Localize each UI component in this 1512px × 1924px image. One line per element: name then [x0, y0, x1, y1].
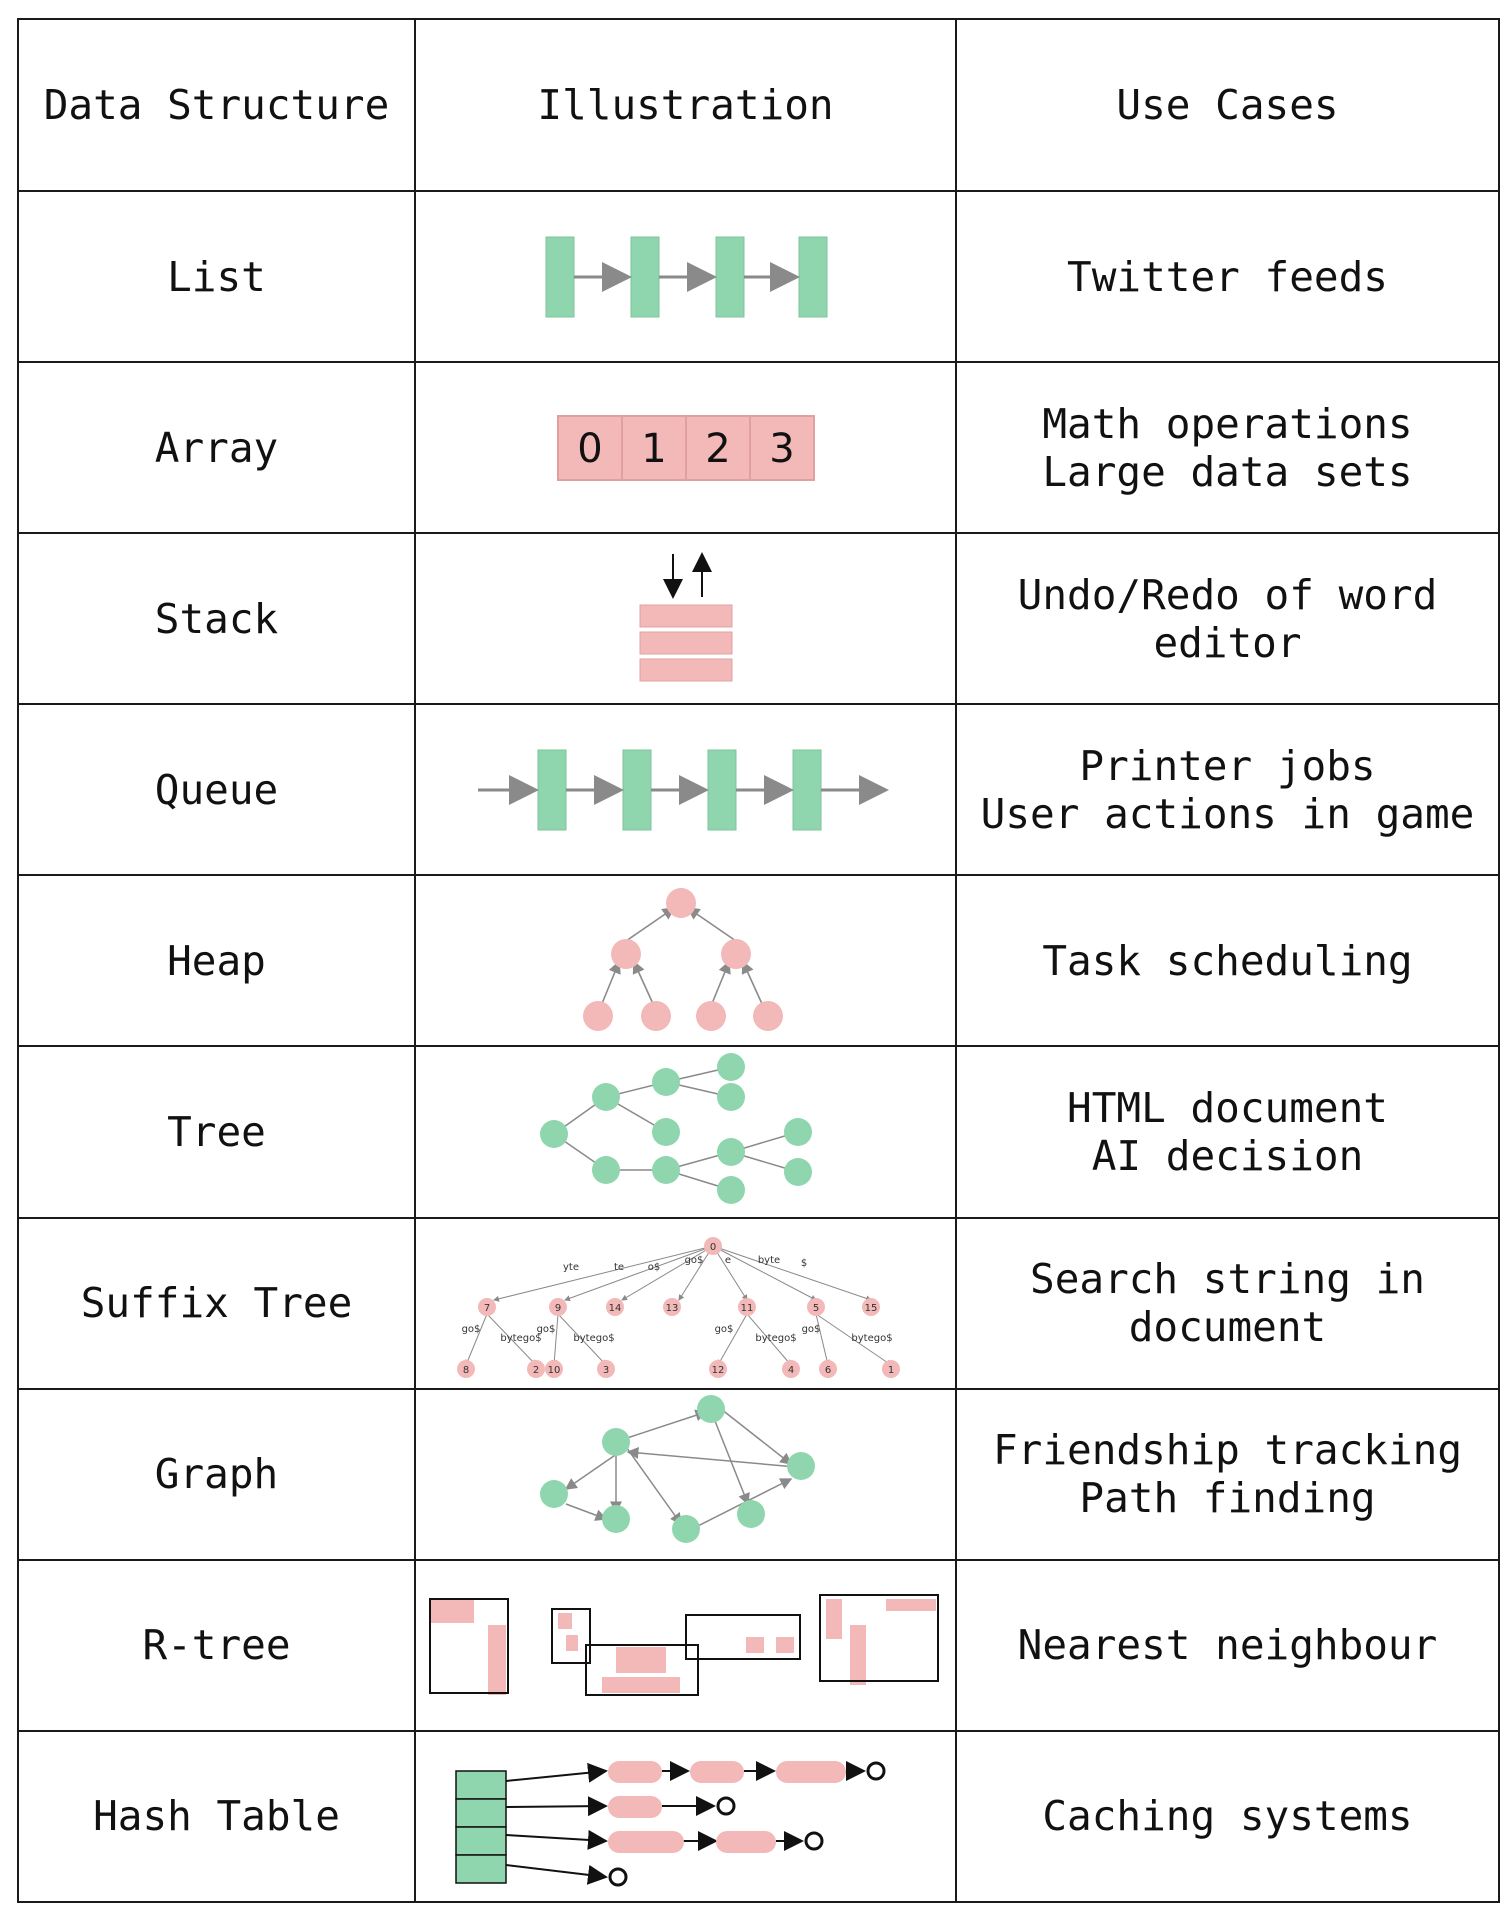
heap-diagram	[576, 886, 796, 1036]
svg-text:9: 9	[554, 1303, 561, 1315]
queue-diagram	[476, 740, 896, 840]
structure-name: Tree	[18, 1046, 415, 1217]
svg-text:te: te	[613, 1262, 624, 1274]
table-row-graph	[18, 1389, 1499, 1560]
svg-text:$: $	[800, 1258, 807, 1270]
svg-text:7: 7	[483, 1303, 490, 1315]
graph-diagram	[536, 1394, 836, 1554]
svg-text:4: 4	[787, 1365, 794, 1377]
svg-text:10: 10	[547, 1365, 560, 1377]
array-cell-3: 3	[768, 425, 795, 472]
svg-text:o$: o$	[647, 1262, 660, 1274]
svg-text:go$: go$	[461, 1324, 480, 1336]
svg-text:yte: yte	[562, 1262, 579, 1274]
table-row-queue	[18, 704, 1499, 875]
svg-text:bytego$: bytego$	[754, 1333, 797, 1345]
illustration-graph	[415, 1389, 956, 1560]
svg-text:go$: go$	[801, 1324, 820, 1336]
illustration-list	[415, 191, 956, 362]
use-cases-graph: Friendship tracking Path finding	[956, 1389, 1499, 1560]
svg-text:e: e	[724, 1255, 731, 1267]
illustration-tree	[415, 1046, 956, 1217]
table-row-list	[18, 191, 1499, 362]
header-illustration: Illustration	[415, 19, 956, 191]
svg-text:2: 2	[532, 1365, 539, 1377]
structure-name: Array	[18, 362, 415, 533]
data-structures-table	[17, 18, 1500, 1903]
table-header-row	[18, 19, 1499, 191]
svg-text:bytego$: bytego$	[572, 1333, 615, 1345]
svg-text:15: 15	[864, 1303, 877, 1315]
tree-diagram	[536, 1052, 836, 1212]
svg-text:12: 12	[711, 1365, 724, 1377]
use-cases-r-tree: Nearest neighbour	[956, 1560, 1499, 1731]
array-diagram	[556, 408, 816, 488]
illustration-suffix-tree	[415, 1218, 956, 1389]
use-cases-tree: HTML document AI decision	[956, 1046, 1499, 1217]
structure-name: Suffix Tree	[18, 1218, 415, 1389]
header-use-cases: Use Cases	[956, 19, 1499, 191]
structure-name: Queue	[18, 704, 415, 875]
svg-text:go$: go$	[684, 1255, 703, 1267]
structure-name: Heap	[18, 875, 415, 1046]
table-row-tree	[18, 1046, 1499, 1217]
use-cases-suffix-tree: Search string in document	[956, 1218, 1499, 1389]
illustration-hash-table	[415, 1731, 956, 1902]
hash-table-diagram	[446, 1741, 926, 1891]
suffix-tree-diagram	[436, 1228, 936, 1378]
structure-name: R-tree	[18, 1560, 415, 1731]
use-cases-array: Math operations Large data sets	[956, 362, 1499, 533]
svg-text:8: 8	[462, 1365, 469, 1377]
svg-text:go$: go$	[714, 1324, 733, 1336]
table-row-array	[18, 362, 1499, 533]
svg-text:6: 6	[824, 1365, 831, 1377]
array-cell-2: 2	[704, 425, 731, 472]
svg-text:1: 1	[887, 1365, 894, 1377]
structure-name: List	[18, 191, 415, 362]
use-cases-heap: Task scheduling	[956, 875, 1499, 1046]
array-cell-0: 0	[576, 425, 603, 472]
use-cases-hash-table: Caching systems	[956, 1731, 1499, 1902]
illustration-array	[415, 362, 956, 533]
illustration-r-tree	[415, 1560, 956, 1731]
array-cell-1: 1	[640, 425, 667, 472]
illustration-queue	[415, 704, 956, 875]
use-cases-list: Twitter feeds	[956, 191, 1499, 362]
table-row-hash-table	[18, 1731, 1499, 1902]
header-data-structure: Data Structure	[18, 19, 415, 191]
svg-text:13: 13	[665, 1303, 678, 1315]
list-diagram	[536, 227, 836, 327]
structure-name: Hash Table	[18, 1731, 415, 1902]
illustration-stack	[415, 533, 956, 704]
svg-text:bytego$: bytego$	[850, 1333, 893, 1345]
svg-text:0: 0	[709, 1242, 716, 1254]
stack-diagram	[626, 549, 746, 689]
svg-text:5: 5	[812, 1303, 819, 1315]
table-row-suffix-tree	[18, 1218, 1499, 1389]
svg-text:bytego$: bytego$	[499, 1333, 542, 1345]
svg-text:go$: go$	[536, 1324, 555, 1336]
table-row-r-tree	[18, 1560, 1499, 1731]
table-row-stack	[18, 533, 1499, 704]
svg-text:3: 3	[602, 1365, 609, 1377]
svg-text:11: 11	[740, 1303, 753, 1315]
use-cases-queue: Printer jobs User actions in game	[956, 704, 1499, 875]
svg-text:14: 14	[608, 1303, 621, 1315]
svg-text:byte: byte	[757, 1255, 780, 1267]
r-tree-diagram	[426, 1585, 946, 1705]
illustration-heap	[415, 875, 956, 1046]
structure-name: Stack	[18, 533, 415, 704]
structure-name: Graph	[18, 1389, 415, 1560]
table-row-heap	[18, 875, 1499, 1046]
use-cases-stack: Undo/Redo of word editor	[956, 533, 1499, 704]
